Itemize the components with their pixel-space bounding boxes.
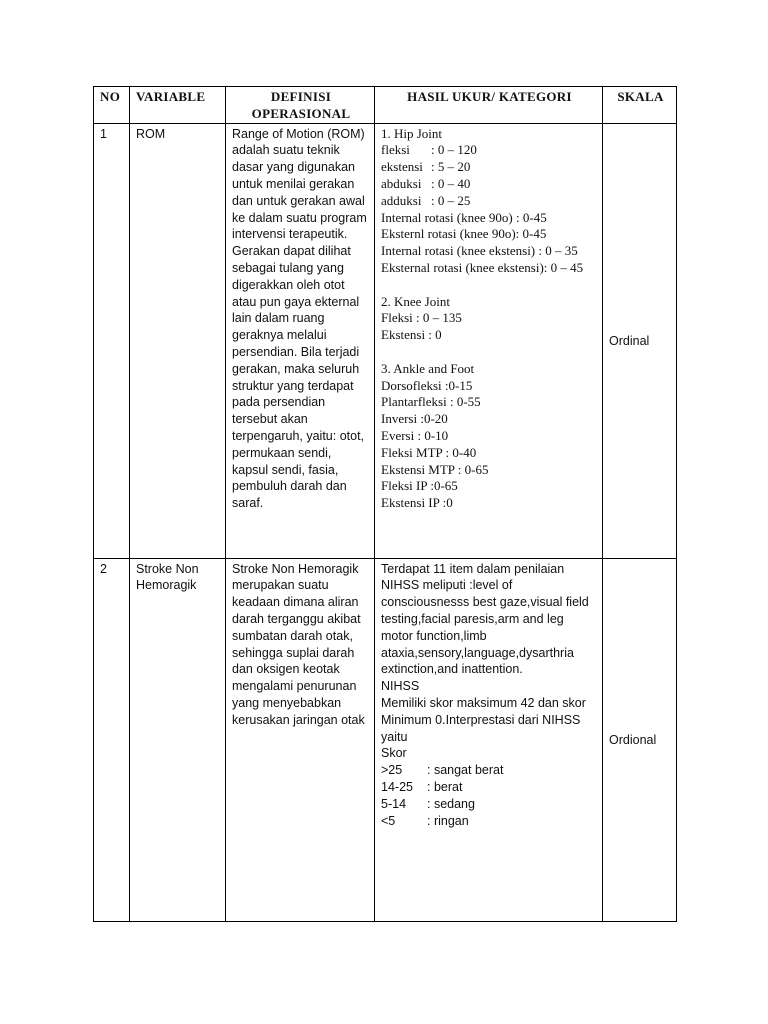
ankle-item: Inversi :0-20 bbox=[381, 411, 448, 427]
hip-item: ekstensi : 5 – 20 bbox=[381, 159, 471, 175]
ankle-item: Fleksi MTP : 0-40 bbox=[381, 444, 477, 460]
ankle-item: Ekstensi MTP : 0-65 bbox=[381, 461, 489, 477]
knee-item: Ekstensi : 0 bbox=[381, 327, 442, 343]
ankle-item: Fleksi IP :0-65 bbox=[381, 478, 458, 494]
nihss-max: Memiliki skor maksimum 42 dan skor bbox=[381, 695, 586, 710]
operational-definition-table bbox=[93, 86, 677, 922]
definition-text: Range of Motion (ROM) adalah suatu teknik dasar yang digunakan untuk menilai gerakan dan untuk gerakan awal ke dalam suatu program intervensi terapeutik. Gerakan dapat dilihat sebagai tulang yang digerakkan oleh otot atau pun gaya ekternal lain dalam ruang geraknya melalui persendian. Bila terjadi gerakan, maka seluruh struktur yang terdapat pada persendian tersebut akan terpengaruh, yaitu: otot, permukaan sendi, kapsul sendi, fasia, pembuluh darah dan saraf. bbox=[226, 123, 375, 558]
hip-item: adduksi : 0 – 25 bbox=[381, 192, 471, 208]
row-number: 2 bbox=[94, 558, 130, 921]
hip-rotation-item: Eksternl rotasi (knee 90o): 0-45 bbox=[381, 226, 547, 242]
knee-joint-title: 2. Knee Joint bbox=[381, 293, 450, 309]
variable-name: ROM bbox=[130, 123, 226, 558]
score-item: 14-25 : berat bbox=[381, 779, 463, 794]
definition-text: Stroke Non Hemoragik merupakan suatu keadaan dimana aliran darah terganggu akibat sumbatan darah otak, sehingga suplai darah dan oksigen keotak mengalami penurunan yang menyebabkan kerusakan jaringan otak bbox=[226, 558, 375, 921]
ankle-item: Plantarfleksi : 0-55 bbox=[381, 394, 481, 410]
score-item: >25 : sangat berat bbox=[381, 763, 504, 778]
measurement-cell bbox=[375, 558, 603, 921]
nihss-min: Minimum 0.Interprestasi dari NIHSS yaitu bbox=[381, 712, 581, 744]
ankle-item: Eversi : 0-10 bbox=[381, 427, 449, 443]
score-item: <5 : ringan bbox=[381, 813, 469, 828]
ankle-foot-title: 3. Ankle and Foot bbox=[381, 360, 475, 376]
hip-rotation-item: Internal rotasi (knee ekstensi) : 0 – 35 bbox=[381, 243, 578, 259]
measurement-cell bbox=[375, 123, 603, 558]
table-header-row bbox=[94, 87, 677, 124]
scale-value: Ordinal bbox=[603, 123, 677, 558]
knee-item: Fleksi : 0 – 135 bbox=[381, 310, 462, 326]
variable-name: Stroke Non Hemoragik bbox=[130, 558, 226, 921]
nihss-label: NIHSS bbox=[381, 679, 420, 694]
header-hasil: HASIL UKUR/ KATEGORI bbox=[375, 87, 603, 124]
skor-label: Skor bbox=[381, 746, 407, 761]
header-definisi: DEFINISI OPERASIONAL bbox=[226, 87, 375, 124]
table-row bbox=[94, 558, 677, 921]
score-item: 5-14 : sedang bbox=[381, 796, 475, 811]
ankle-item: Dorsofleksi :0-15 bbox=[381, 377, 473, 393]
header-skala: SKALA bbox=[603, 87, 677, 124]
hip-item: fleksi : 0 – 120 bbox=[381, 142, 477, 158]
ankle-item: Ekstensi IP :0 bbox=[381, 495, 453, 511]
header-variable: VARIABLE bbox=[130, 87, 226, 124]
nihss-intro: Terdapat 11 item dalam penilaian NIHSS meliputi :level of consciousnesss best gaze,visual field testing,facial paresis,arm and leg motor function,limb ataxia,sensory,language,dysarthria extinction,and inattention. bbox=[381, 561, 589, 677]
row-number: 1 bbox=[94, 123, 130, 558]
hip-rotation-item: Eksternal rotasi (knee ekstensi): 0 – 45 bbox=[381, 259, 584, 275]
hip-rotation-item: Internal rotasi (knee 90o) : 0-45 bbox=[381, 209, 547, 225]
hip-item: abduksi : 0 – 40 bbox=[381, 175, 471, 191]
scale-value: Ordional bbox=[603, 558, 677, 921]
header-no: NO bbox=[94, 87, 130, 124]
hip-joint-title: 1. Hip Joint bbox=[381, 125, 443, 141]
table-row bbox=[94, 123, 677, 558]
